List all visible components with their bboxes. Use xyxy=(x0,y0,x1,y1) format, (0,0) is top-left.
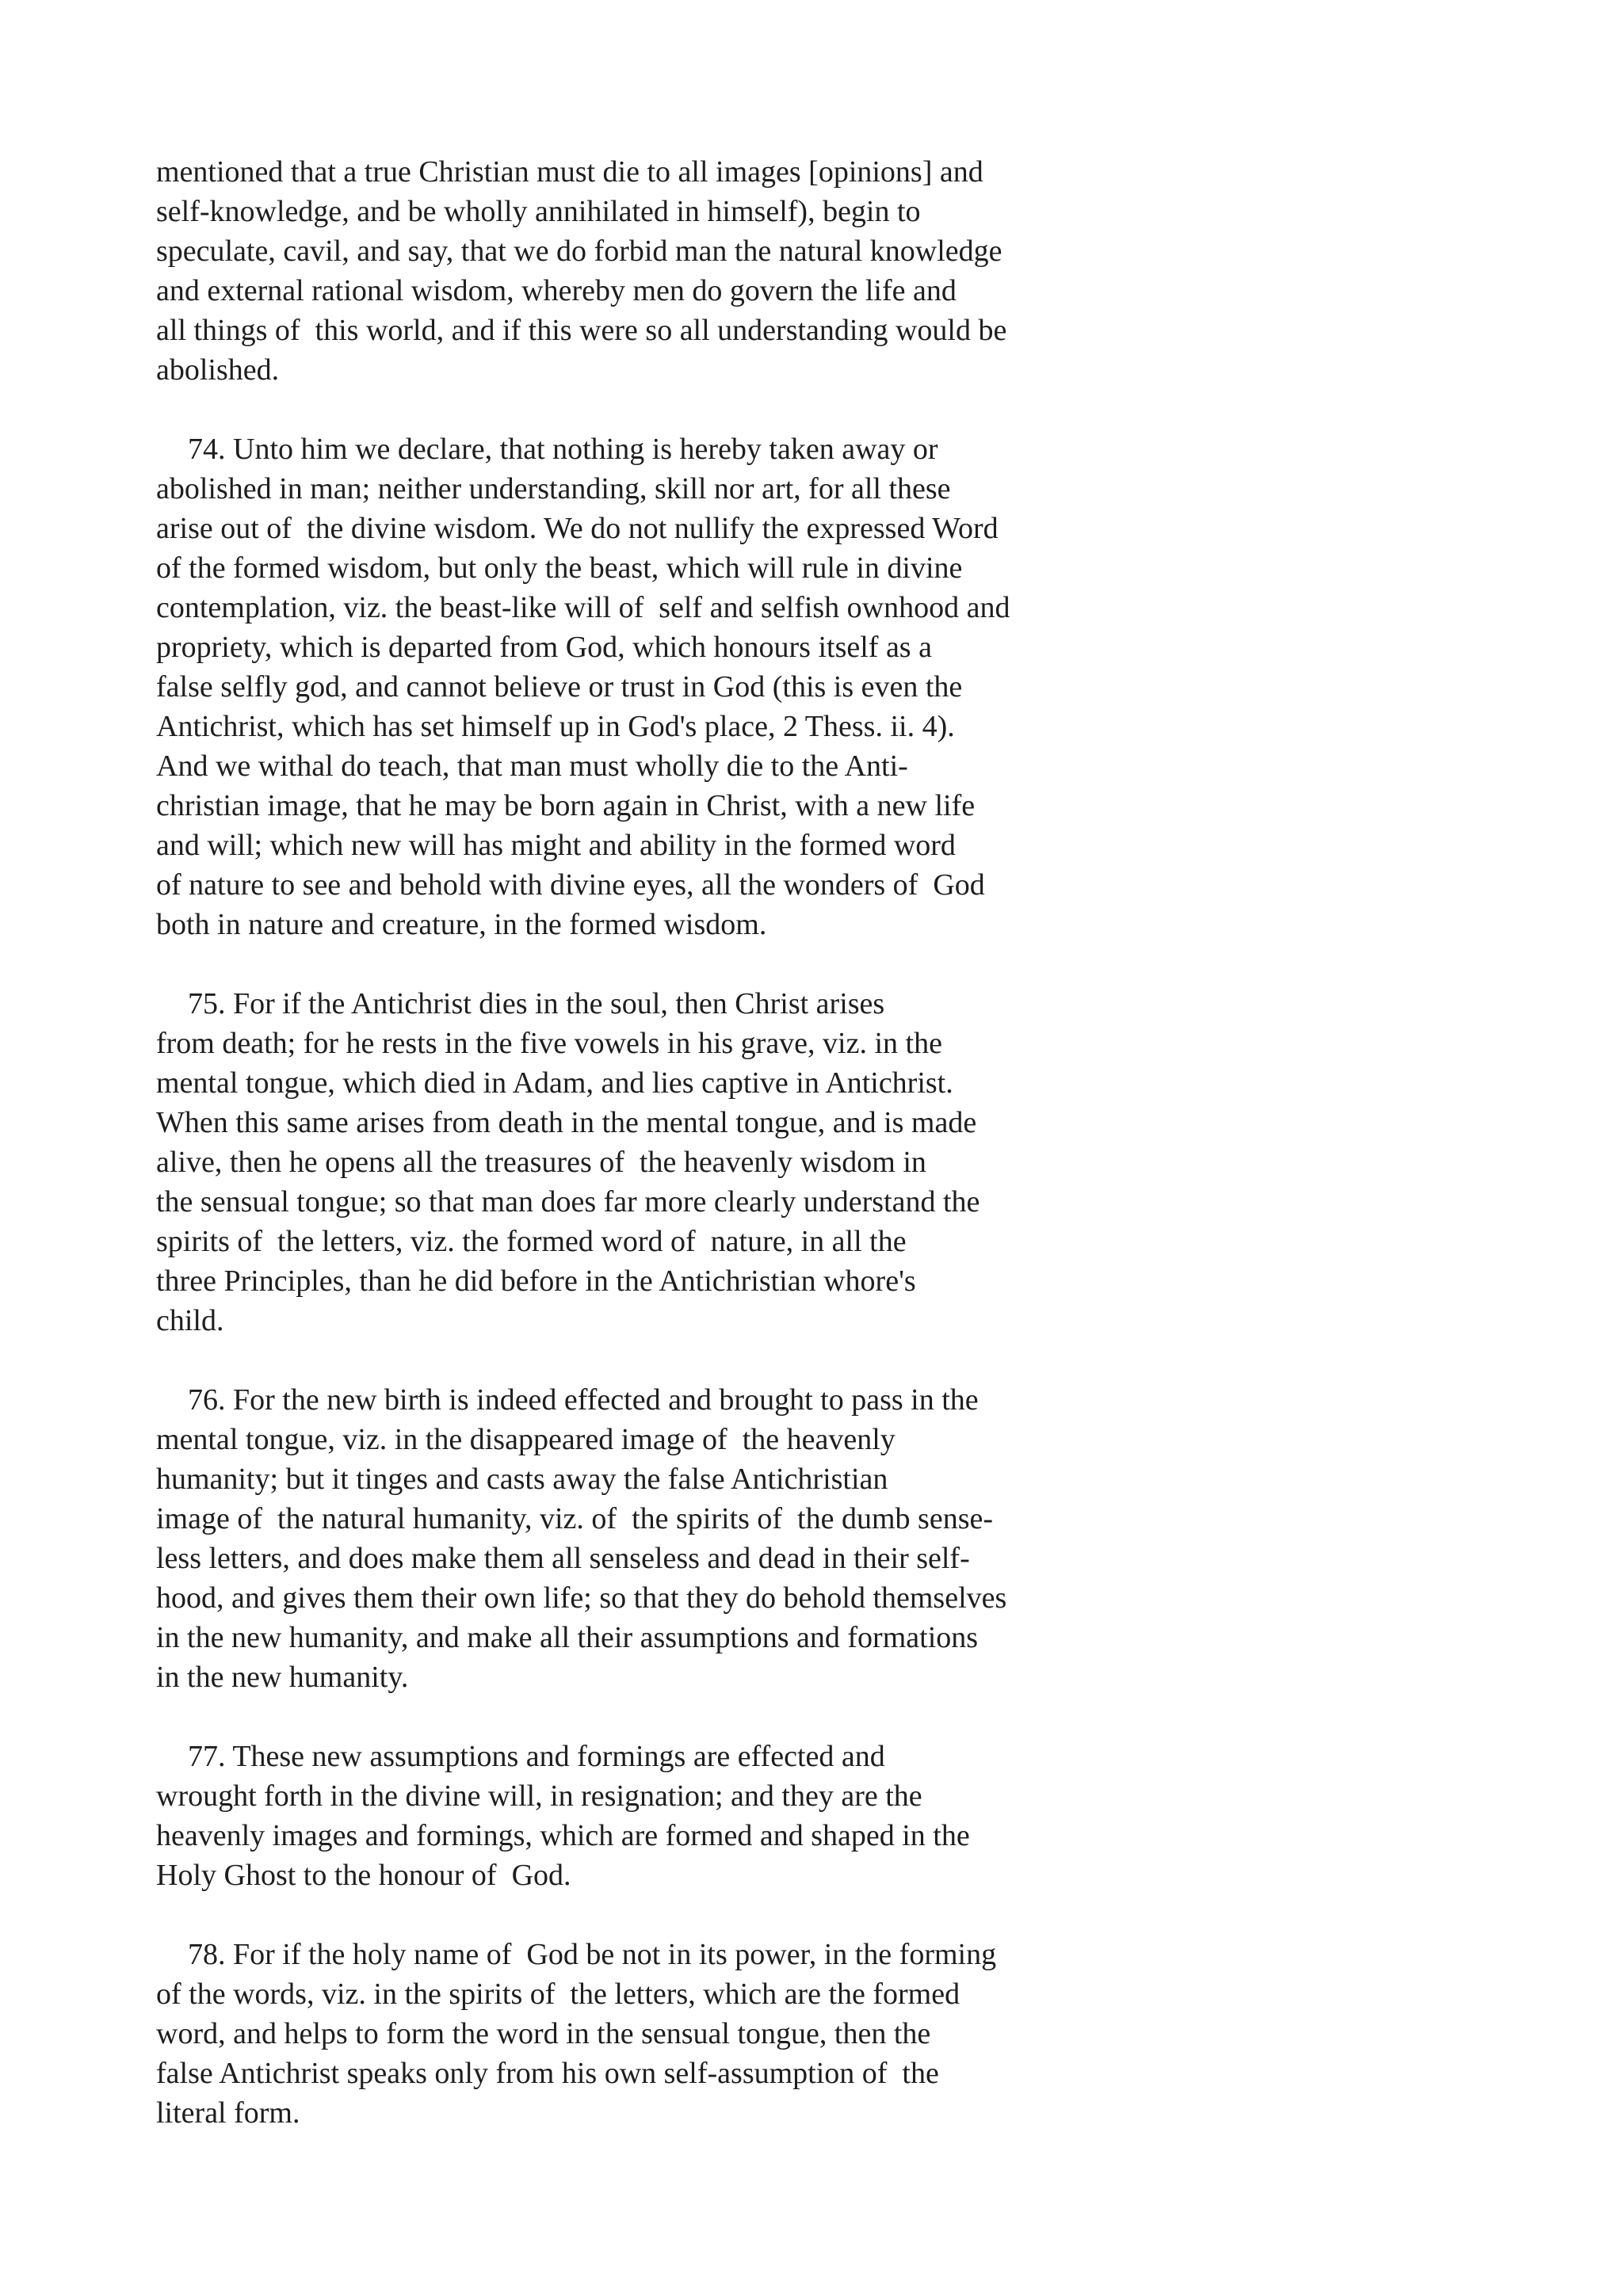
text-line: abolished in man; neither understanding, skill nor art, for all these xyxy=(156,472,951,505)
text-line: 78. For if the holy name of God be not in its power, in the forming xyxy=(188,1938,997,1971)
text-line: from death; for he rests in the five vowels in his grave, viz. in the xyxy=(156,1027,942,1060)
text-line: false Antichrist speaks only from his own self-assumption of the xyxy=(156,2057,939,2090)
text-line: alive, then he opens all the treasures of the heavenly wisdom in xyxy=(156,1146,926,1179)
text-line: propriety, which is departed from God, which honours itself as a xyxy=(156,631,932,664)
text-line: image of the natural humanity, viz. of the spirits of the dumb sense- xyxy=(156,1502,994,1535)
text-line: arise out of the divine wisdom. We do not nullify the expressed Word xyxy=(156,512,999,545)
text-line: word, and helps to form the word in the sensual tongue, then the xyxy=(156,2017,931,2050)
text-line: in the new humanity. xyxy=(156,1661,409,1694)
text-line: of the formed wisdom, but only the beast, which will rule in divine xyxy=(156,551,963,585)
text-line: wrought forth in the divine will, in resignation; and they are the xyxy=(156,1779,922,1813)
text-line: speculate, cavil, and say, that we do forbid man the natural knowledge xyxy=(156,235,1002,268)
text-line: self-knowledge, and be wholly annihilated in himself), begin to xyxy=(156,195,921,228)
text-line: mentioned that a true Christian must die to all images [opinions] and xyxy=(156,155,983,189)
text-line: 76. For the new birth is indeed effected and brought to pass in the xyxy=(188,1383,979,1417)
text-line: hood, and gives them their own life; so that they do behold themselves xyxy=(156,1581,1007,1615)
text-line: three Principles, than he did before in the Antichristian whore's xyxy=(156,1264,916,1298)
text-line: 77. These new assumptions and formings are effected and xyxy=(188,1740,885,1773)
paragraph-74 xyxy=(156,429,1155,944)
text-line: humanity; but it tinges and casts away the false Antichristian xyxy=(156,1463,888,1496)
paragraph-continuation xyxy=(156,152,1155,390)
text-line: spirits of the letters, viz. the formed word of nature, in all the xyxy=(156,1225,907,1258)
text-line: 75. For if the Antichrist dies in the soul, then Christ arises xyxy=(188,987,885,1020)
text-line: heavenly images and formings, which are formed and shaped in the xyxy=(156,1819,970,1852)
text-line: mental tongue, viz. in the disappeared image of the heavenly xyxy=(156,1423,896,1456)
text-line: less letters, and does make them all senseless and dead in their self- xyxy=(156,1542,970,1575)
text-line: child. xyxy=(156,1304,224,1337)
text-line: in the new humanity, and make all their assumptions and formations xyxy=(156,1621,979,1654)
text-line: mental tongue, which died in Adam, and lies captive in Antichrist. xyxy=(156,1066,953,1100)
text-line: contemplation, viz. the beast-like will of self and selfish ownhood and xyxy=(156,591,1010,624)
text-line: and external rational wisdom, whereby men do govern the life and xyxy=(156,274,957,307)
text-line: both in nature and creature, in the formed wisdom. xyxy=(156,908,767,941)
text-line: christian image, that he may be born again in Christ, with a new life xyxy=(156,789,976,822)
paragraph-76 xyxy=(156,1380,1155,1697)
paragraph-78 xyxy=(156,1935,1155,2133)
body-text xyxy=(156,152,1155,2172)
text-line: false selfly god, and cannot believe or trust in God (this is even the xyxy=(156,670,963,704)
text-line: of the words, viz. in the spirits of the letters, which are the formed xyxy=(156,1978,960,2011)
text-line: Holy Ghost to the honour of God. xyxy=(156,1859,571,1892)
paragraph-75 xyxy=(156,984,1155,1341)
text-line: When this same arises from death in the mental tongue, and is made xyxy=(156,1106,977,1139)
text-line: Antichrist, which has set himself up in God's place, 2 Thess. ii. 4). xyxy=(156,710,955,743)
text-line: And we withal do teach, that man must wholly die to the Anti- xyxy=(156,749,908,783)
text-line: and will; which new will has might and ability in the formed word xyxy=(156,829,956,862)
text-line: abolished. xyxy=(156,353,280,387)
paragraph-77 xyxy=(156,1737,1155,1895)
text-line: all things of this world, and if this were so all understanding would be xyxy=(156,314,1007,347)
text-line: the sensual tongue; so that man does far more clearly understand the xyxy=(156,1185,980,1219)
text-line: of nature to see and behold with divine eyes, all the wonders of God xyxy=(156,868,985,902)
text-line: 74. Unto him we declare, that nothing is hereby taken away or xyxy=(188,433,938,466)
text-line: literal form. xyxy=(156,2096,300,2130)
